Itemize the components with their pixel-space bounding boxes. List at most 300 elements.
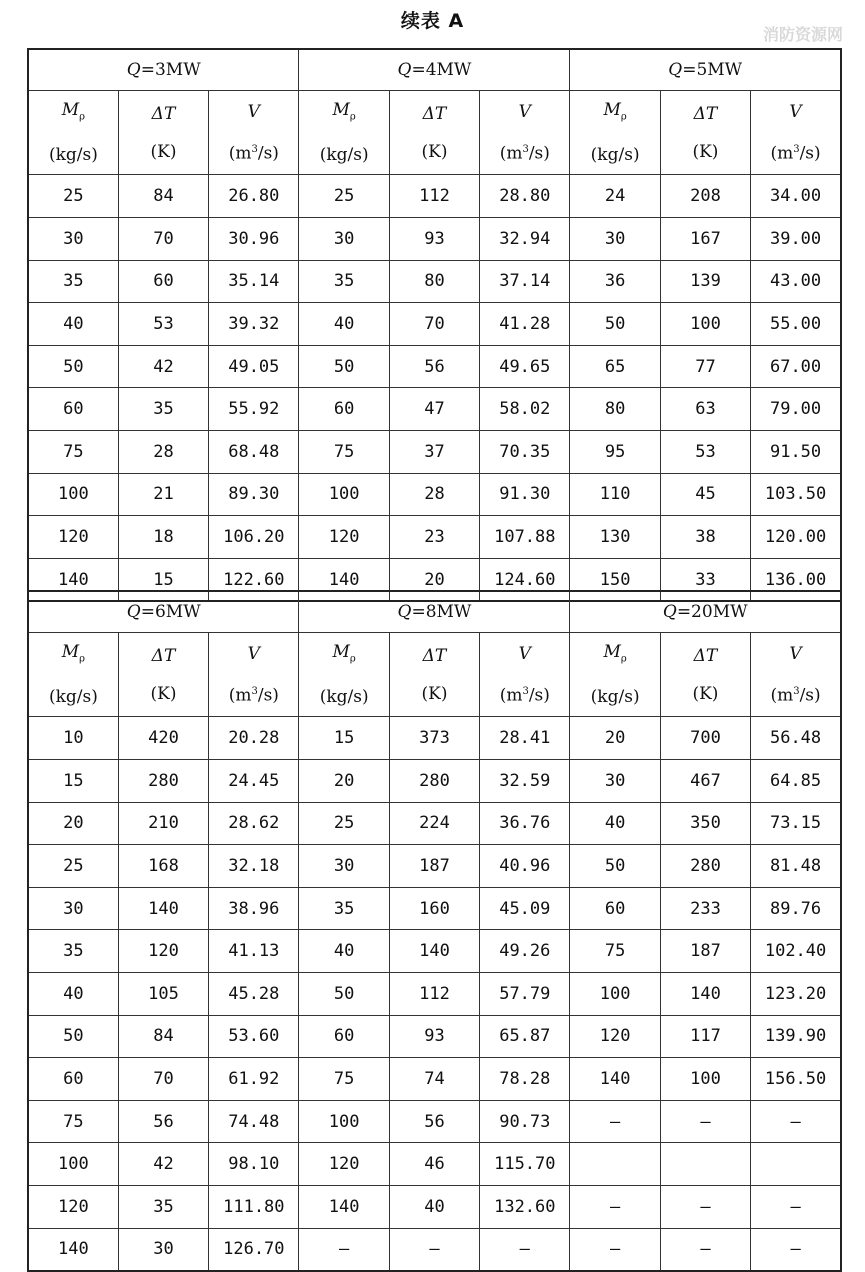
- table-cell: —: [751, 1100, 841, 1143]
- table-cell: —: [751, 1228, 841, 1271]
- v-unit-b: /s): [528, 685, 550, 706]
- table-cell: 50: [299, 345, 389, 388]
- m-unit: (kg/s): [48, 687, 98, 708]
- table-cell: 55.92: [209, 388, 299, 431]
- table-cell: 70: [118, 1058, 208, 1101]
- table-cell: 30: [299, 845, 389, 888]
- table-cell: 75: [570, 930, 660, 973]
- table-cell: 20: [299, 759, 389, 802]
- v-unit-sup: 3: [251, 685, 258, 697]
- table-cell: 70: [389, 303, 479, 346]
- table-cell: 167: [660, 217, 750, 260]
- table-cell: 28.62: [209, 802, 299, 845]
- col-header-mass-flow: [299, 91, 389, 175]
- table-cell: 120: [299, 1143, 389, 1186]
- col-header-mass-flow: [299, 633, 389, 717]
- group-header: [28, 49, 299, 91]
- table-cell: —: [299, 1228, 389, 1271]
- table-cell: 112: [389, 972, 479, 1015]
- table-cell: 140: [28, 1228, 118, 1271]
- column-header-row: [28, 91, 841, 175]
- table-cell: 35: [28, 260, 118, 303]
- table-cell: 39.32: [209, 303, 299, 346]
- group-header-row: [28, 591, 841, 633]
- table-cell: 30: [28, 887, 118, 930]
- q-value: =20MW: [676, 602, 748, 622]
- table-row: [28, 887, 841, 930]
- table-cell: 120: [570, 1015, 660, 1058]
- table-cell: 233: [660, 887, 750, 930]
- table-cell: 42: [118, 345, 208, 388]
- table-cell: —: [751, 1185, 841, 1228]
- table-cell: 53: [118, 303, 208, 346]
- table-cell: 100: [660, 1058, 750, 1101]
- table-row: [28, 430, 841, 473]
- table-cell: 41.13: [209, 930, 299, 973]
- col-header-temp-rise: [660, 91, 750, 175]
- table-cell: 32.18: [209, 845, 299, 888]
- table-cell: —: [389, 1228, 479, 1271]
- table-cell: 60: [299, 388, 389, 431]
- table-cell: 112: [389, 175, 479, 218]
- table-cell: 90.73: [480, 1100, 570, 1143]
- table-cell: 35.14: [209, 260, 299, 303]
- table-cell: 111.80: [209, 1185, 299, 1228]
- table-cell: 32.59: [480, 759, 570, 802]
- v-unit-sup: 3: [251, 143, 258, 155]
- table-cell: 140: [570, 1058, 660, 1101]
- q-symbol: Q: [662, 602, 677, 622]
- table-row: [28, 303, 841, 346]
- table-cell: 103.50: [751, 473, 841, 516]
- table-cell: 110: [570, 473, 660, 516]
- watermark: 消防资源网: [762, 25, 843, 44]
- v-symbol: V: [247, 643, 260, 664]
- q-symbol: Q: [397, 602, 412, 622]
- table-cell: 45.28: [209, 972, 299, 1015]
- table-cell: 280: [118, 759, 208, 802]
- m-subscript: ρ: [349, 653, 356, 665]
- table-cell: 50: [299, 972, 389, 1015]
- table-cell: 26.80: [209, 175, 299, 218]
- table-cell: 140: [118, 887, 208, 930]
- table-cell: —: [570, 1185, 660, 1228]
- table-cell: 32.94: [480, 217, 570, 260]
- table-cell: 18: [118, 516, 208, 559]
- table-cell: 55.00: [751, 303, 841, 346]
- table-cell: 28: [389, 473, 479, 516]
- table-cell: 10: [28, 717, 118, 760]
- table-cell: 41.28: [480, 303, 570, 346]
- table-cell: 34.00: [751, 175, 841, 218]
- table-cell: 67.00: [751, 345, 841, 388]
- table-cell: 80: [570, 388, 660, 431]
- data-table-upper: [27, 48, 842, 602]
- table-cell: 210: [118, 802, 208, 845]
- v-unit-sup: 3: [793, 143, 800, 155]
- table-cell: 74: [389, 1058, 479, 1101]
- dt-symbol: ΔT: [151, 103, 176, 124]
- dt-unit: (K): [692, 683, 719, 704]
- table-cell: 132.60: [480, 1185, 570, 1228]
- col-header-mass-flow: [28, 633, 118, 717]
- v-unit-b: /s): [257, 685, 279, 706]
- dt-symbol: ΔT: [422, 645, 447, 666]
- table-cell: 49.05: [209, 345, 299, 388]
- group-header: [28, 591, 299, 633]
- col-header-temp-rise: [389, 633, 479, 717]
- table-cell: 30: [299, 217, 389, 260]
- table-cell: 23: [389, 516, 479, 559]
- table-cell: 187: [660, 930, 750, 973]
- table-cell: 36: [570, 260, 660, 303]
- table-cell: [660, 1143, 750, 1186]
- table-cell: 35: [299, 887, 389, 930]
- group-header: [570, 591, 841, 633]
- table-cell: 100: [28, 473, 118, 516]
- table-cell: —: [660, 1185, 750, 1228]
- table-cell: 70: [118, 217, 208, 260]
- table-cell: 122.60: [209, 558, 299, 601]
- table-cell: 156.50: [751, 1058, 841, 1101]
- m-subscript: ρ: [79, 111, 86, 123]
- v-unit-a: (m: [770, 143, 794, 164]
- group-header: [299, 591, 570, 633]
- table-cell: 78.28: [480, 1058, 570, 1101]
- table-cell: 79.00: [751, 388, 841, 431]
- table-cell: 28.80: [480, 175, 570, 218]
- table-row: [28, 1058, 841, 1101]
- table-cell: 100: [570, 972, 660, 1015]
- table-cell: 38: [660, 516, 750, 559]
- table-cell: 89.30: [209, 473, 299, 516]
- v-unit-sup: 3: [793, 685, 800, 697]
- v-symbol: V: [789, 643, 802, 664]
- table-cell: 43.00: [751, 260, 841, 303]
- table-cell: 93: [389, 1015, 479, 1058]
- table-cell: 40.96: [480, 845, 570, 888]
- table-cell: 91.30: [480, 473, 570, 516]
- table-cell: 37.14: [480, 260, 570, 303]
- col-header-mass-flow: [570, 91, 660, 175]
- col-header-temp-rise: [118, 91, 208, 175]
- table-cell: 65.87: [480, 1015, 570, 1058]
- table-cell: 120: [118, 930, 208, 973]
- q-value: =4MW: [411, 60, 472, 80]
- table-cell: 56: [118, 1100, 208, 1143]
- table-cell: 140: [28, 558, 118, 601]
- v-unit-a: (m: [499, 685, 523, 706]
- table-cell: 123.20: [751, 972, 841, 1015]
- table-cell: 30: [28, 217, 118, 260]
- table-cell: 120: [28, 516, 118, 559]
- table-cell: 47: [389, 388, 479, 431]
- table-row: [28, 217, 841, 260]
- table-cell: 168: [118, 845, 208, 888]
- m-symbol: M: [332, 100, 350, 120]
- q-value: =8MW: [411, 602, 472, 622]
- table-cell: 33: [660, 558, 750, 601]
- col-header-volume-flow: [209, 633, 299, 717]
- col-header-temp-rise: [660, 633, 750, 717]
- m-unit: (kg/s): [48, 145, 98, 166]
- table-row: [28, 260, 841, 303]
- table-cell: 81.48: [751, 845, 841, 888]
- table-cell: 60: [28, 1058, 118, 1101]
- table-cell: 120: [28, 1185, 118, 1228]
- table-cell: 35: [118, 1185, 208, 1228]
- table-cell: 30: [570, 759, 660, 802]
- v-unit-a: (m: [770, 685, 794, 706]
- table-cell: 115.70: [480, 1143, 570, 1186]
- table-cell: 80: [389, 260, 479, 303]
- table-cell: 36.76: [480, 802, 570, 845]
- col-header-mass-flow: [28, 91, 118, 175]
- table-cell: 20.28: [209, 717, 299, 760]
- table-cell: 40: [28, 972, 118, 1015]
- table-cell: 75: [28, 1100, 118, 1143]
- table-cell: 60: [28, 388, 118, 431]
- table-cell: 102.40: [751, 930, 841, 973]
- m-subscript: ρ: [349, 111, 356, 123]
- table-row: [28, 1185, 841, 1228]
- table-cell: 25: [28, 845, 118, 888]
- table-cell: 30: [570, 217, 660, 260]
- table-cell: 208: [660, 175, 750, 218]
- table-cell: 77: [660, 345, 750, 388]
- table-cell: [751, 1143, 841, 1186]
- dt-unit: (K): [421, 141, 448, 162]
- table-row: [28, 930, 841, 973]
- table-cell: 100: [299, 473, 389, 516]
- table-cell: 373: [389, 717, 479, 760]
- q-symbol: Q: [126, 602, 141, 622]
- table-cell: 65: [570, 345, 660, 388]
- table-cell: 21: [118, 473, 208, 516]
- table-cell: 40: [299, 303, 389, 346]
- table-cell: 25: [299, 802, 389, 845]
- q-symbol: Q: [397, 60, 412, 80]
- table-cell: 95: [570, 430, 660, 473]
- table-cell: —: [570, 1228, 660, 1271]
- table-cell: 45.09: [480, 887, 570, 930]
- group-header: [299, 49, 570, 91]
- group-header-row: [28, 49, 841, 91]
- data-table-lower: [27, 590, 842, 1272]
- table-cell: 61.92: [209, 1058, 299, 1101]
- table-cell: 74.48: [209, 1100, 299, 1143]
- v-unit-b: /s): [799, 685, 821, 706]
- m-unit: (kg/s): [590, 687, 640, 708]
- q-value: =6MW: [140, 602, 201, 622]
- table-cell: 60: [299, 1015, 389, 1058]
- table-cell: 15: [118, 558, 208, 601]
- table-row: [28, 972, 841, 1015]
- table-cell: 30: [118, 1228, 208, 1271]
- table-cell: 50: [570, 303, 660, 346]
- table-cell: 45: [660, 473, 750, 516]
- table-cell: 15: [299, 717, 389, 760]
- table-cell: 64.85: [751, 759, 841, 802]
- table-row: [28, 175, 841, 218]
- m-unit: (kg/s): [319, 687, 369, 708]
- m-subscript: ρ: [620, 653, 627, 665]
- table-cell: —: [480, 1228, 570, 1271]
- v-unit-a: (m: [228, 143, 252, 164]
- table-cell: 56.48: [751, 717, 841, 760]
- table-cell: 20: [570, 717, 660, 760]
- table-cell: 28: [118, 430, 208, 473]
- table-cell: 35: [299, 260, 389, 303]
- table-cell: 40: [299, 930, 389, 973]
- table-cell: 140: [660, 972, 750, 1015]
- table-cell: 467: [660, 759, 750, 802]
- table-cell: 58.02: [480, 388, 570, 431]
- table-cell: —: [660, 1228, 750, 1271]
- table-cell: [570, 1143, 660, 1186]
- table-cell: 25: [299, 175, 389, 218]
- v-unit-a: (m: [499, 143, 523, 164]
- table-cell: 280: [389, 759, 479, 802]
- table-cell: 100: [299, 1100, 389, 1143]
- table-cell: 68.48: [209, 430, 299, 473]
- col-header-volume-flow: [751, 633, 841, 717]
- dt-unit: (K): [150, 683, 177, 704]
- table-title: 续表 A: [400, 10, 465, 32]
- table-cell: 25: [28, 175, 118, 218]
- table-cell: 57.79: [480, 972, 570, 1015]
- table-cell: 56: [389, 345, 479, 388]
- v-symbol: V: [518, 643, 531, 664]
- v-unit-b: /s): [257, 143, 279, 164]
- table-cell: 30.96: [209, 217, 299, 260]
- table-cell: 130: [570, 516, 660, 559]
- table-cell: —: [660, 1100, 750, 1143]
- table-row: [28, 845, 841, 888]
- dt-unit: (K): [150, 141, 177, 162]
- m-unit: (kg/s): [590, 145, 640, 166]
- table-cell: 91.50: [751, 430, 841, 473]
- dt-symbol: ΔT: [422, 103, 447, 124]
- table-cell: 106.20: [209, 516, 299, 559]
- table-row: [28, 1228, 841, 1271]
- table-cell: 53: [660, 430, 750, 473]
- m-symbol: M: [332, 642, 350, 662]
- table-cell: 84: [118, 1015, 208, 1058]
- table-row: [28, 1143, 841, 1186]
- table-cell: 100: [28, 1143, 118, 1186]
- dt-symbol: ΔT: [693, 103, 718, 124]
- table-cell: 50: [28, 1015, 118, 1058]
- dt-symbol: ΔT: [693, 645, 718, 666]
- table-cell: 15: [28, 759, 118, 802]
- col-header-mass-flow: [570, 633, 660, 717]
- table-cell: 160: [389, 887, 479, 930]
- table-cell: 28.41: [480, 717, 570, 760]
- table-cell: 224: [389, 802, 479, 845]
- table-cell: 49.26: [480, 930, 570, 973]
- m-subscript: ρ: [79, 653, 86, 665]
- table-row: [28, 516, 841, 559]
- table-cell: 24.45: [209, 759, 299, 802]
- table-cell: 40: [389, 1185, 479, 1228]
- table-cell: 89.76: [751, 887, 841, 930]
- table-row: [28, 1015, 841, 1058]
- table-cell: 139.90: [751, 1015, 841, 1058]
- table-cell: 35: [28, 930, 118, 973]
- table-row: [28, 473, 841, 516]
- table-cell: 60: [118, 260, 208, 303]
- table-cell: 140: [299, 1185, 389, 1228]
- col-header-temp-rise: [389, 91, 479, 175]
- table-cell: 350: [660, 802, 750, 845]
- table-cell: 139: [660, 260, 750, 303]
- col-header-volume-flow: [751, 91, 841, 175]
- table-row: [28, 388, 841, 431]
- table-cell: 140: [299, 558, 389, 601]
- table-row: [28, 717, 841, 760]
- dt-unit: (K): [692, 141, 719, 162]
- m-symbol: M: [61, 642, 80, 662]
- table-cell: 140: [389, 930, 479, 973]
- m-symbol: M: [603, 100, 621, 120]
- table-cell: 70.35: [480, 430, 570, 473]
- table-cell: 50: [28, 345, 118, 388]
- table-cell: 56: [389, 1100, 479, 1143]
- table-cell: 700: [660, 717, 750, 760]
- m-symbol: M: [61, 100, 80, 120]
- table-cell: 280: [660, 845, 750, 888]
- table-cell: 20: [389, 558, 479, 601]
- table-cell: 75: [299, 430, 389, 473]
- table-row: [28, 345, 841, 388]
- table-cell: 37: [389, 430, 479, 473]
- table-cell: 150: [570, 558, 660, 601]
- dt-symbol: ΔT: [151, 645, 176, 666]
- v-symbol: V: [247, 101, 260, 122]
- table-cell: 49.65: [480, 345, 570, 388]
- table-cell: 136.00: [751, 558, 841, 601]
- table-cell: 107.88: [480, 516, 570, 559]
- table-cell: 42: [118, 1143, 208, 1186]
- q-value: =5MW: [682, 60, 743, 80]
- v-unit-b: /s): [799, 143, 821, 164]
- q-symbol: Q: [126, 60, 141, 80]
- table-cell: 75: [299, 1058, 389, 1101]
- col-header-volume-flow: [480, 91, 570, 175]
- table-cell: 84: [118, 175, 208, 218]
- v-symbol: V: [789, 101, 802, 122]
- table-cell: 124.60: [480, 558, 570, 601]
- dt-unit: (K): [421, 683, 448, 704]
- q-value: =3MW: [140, 60, 201, 80]
- table-cell: 117: [660, 1015, 750, 1058]
- group-header: [570, 49, 841, 91]
- table-cell: 98.10: [209, 1143, 299, 1186]
- table-cell: 40: [570, 802, 660, 845]
- table-row: [28, 1100, 841, 1143]
- col-header-volume-flow: [209, 91, 299, 175]
- table-cell: 120: [299, 516, 389, 559]
- table-cell: 39.00: [751, 217, 841, 260]
- table-cell: 46: [389, 1143, 479, 1186]
- table-cell: 100: [660, 303, 750, 346]
- column-header-row: [28, 633, 841, 717]
- table-cell: 38.96: [209, 887, 299, 930]
- table-row: [28, 759, 841, 802]
- table-cell: 24: [570, 175, 660, 218]
- col-header-temp-rise: [118, 633, 208, 717]
